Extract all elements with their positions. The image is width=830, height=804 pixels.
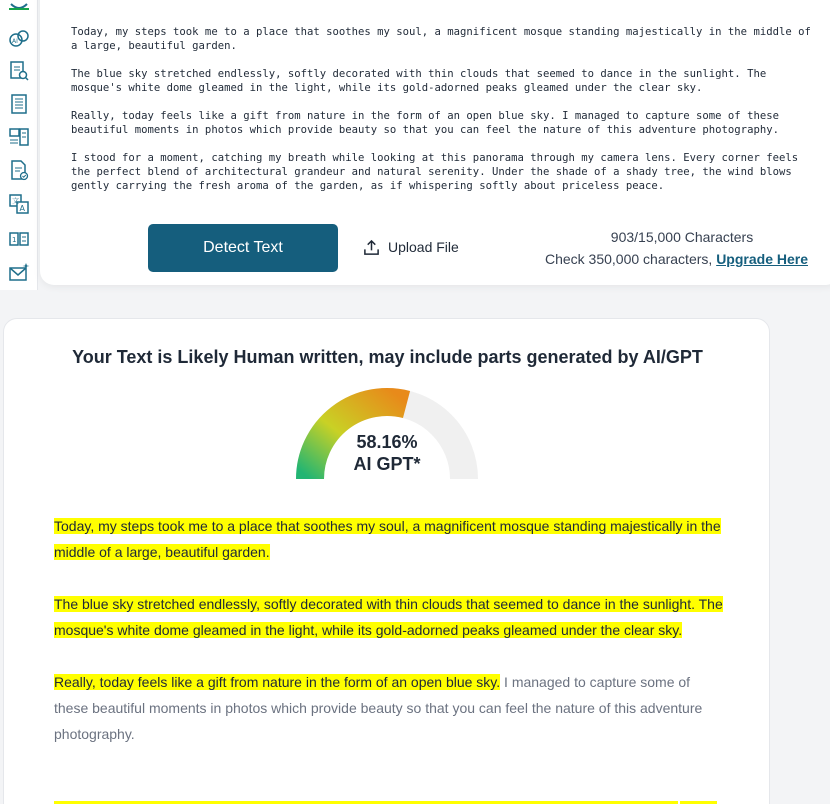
upload-file-button[interactable] [363,236,459,258]
document-check-icon[interactable] [8,159,30,181]
upgrade-link[interactable]: Upgrade Here [716,251,808,267]
sidebar [0,0,38,290]
ai-highlight: Today, my steps took me to a place that soothes my soul, a magnificent mosque standing majestically in the middle of a large, beautiful garden. [54,518,721,560]
ai-chat-icon[interactable] [8,28,30,50]
result-paragraph [54,591,724,643]
ai-highlight: The blue sky stretched endlessly, softly decorated with thin clouds that seemed to dance in the sunlight. The mosque's white dome gleamed in the light, while its gold-adorned peaks gleamed under the clear sky. [54,596,723,638]
char-count: 903/15,000 Characters [610,229,754,245]
check-text: Check 350,000 characters, [544,251,713,267]
partial-icon [9,0,29,10]
svg-text:A: A [19,204,25,213]
result-paragraph [54,513,724,565]
ai-percentage: 58.16% [356,432,418,452]
compare-icon[interactable] [8,228,30,250]
ai-highlight: Really, today feels like a gift from nature in the form of an open blue sky. [54,674,501,690]
highlighted-result-text [54,513,724,773]
upload-file-label: Upload File [388,239,459,255]
svg-text:AI: AI [12,38,18,45]
translate-icon[interactable] [8,193,30,215]
image-text-icon[interactable] [8,126,30,148]
result-card [3,318,770,804]
upload-icon [363,239,380,256]
result-paragraph [54,669,724,747]
input-card [40,0,830,285]
input-paragraph: The blue sky stretched endlessly, softly decorated with thin clouds that seemed to dance in the sunlight. The mosque's white dome gleamed in the light, while its gold-adorned peaks gleamed under the clear sky. [71,68,767,94]
svg-text:1: 1 [12,236,17,244]
ai-gauge-label: AI GPT* [353,454,421,474]
document-search-icon[interactable] [8,60,30,82]
input-paragraph: Really, today feels like a gift from nature in the form of an open blue sky. I managed to capture some of these beautiful moments in photos which provide beauty so that you can feel the nature of this adventure photography. [71,110,779,136]
human-text: I managed to capture some of these beautiful moments in photos which provide beauty so that you can feel the nature of this adventure photography. [54,674,703,742]
input-paragraph: I stood for a moment, catching my breath while looking at this panorama through my camera lens. Every corner feels the perfect blend of architectural grandeur and natural serenity. Under the shade of a shady tree, the wind blows gently carrying the fresh aroma of the garden, as if whispering softly about priceless peace. [71,152,799,192]
input-text-area[interactable] [71,25,811,207]
svg-text:文: 文 [12,197,19,205]
detect-text-button[interactable]: Detect Text [148,224,338,272]
input-paragraph: Today, my steps took me to a place that soothes my soul, a magnificent mosque standing majestically in the middle of a large, beautiful garden. [71,26,811,52]
character-counter [508,226,808,270]
mail-icon[interactable] [8,262,30,284]
result-title: Your Text is Likely Human written, may include parts generated by AI/GPT [72,347,703,367]
document-list-icon[interactable] [8,93,30,115]
